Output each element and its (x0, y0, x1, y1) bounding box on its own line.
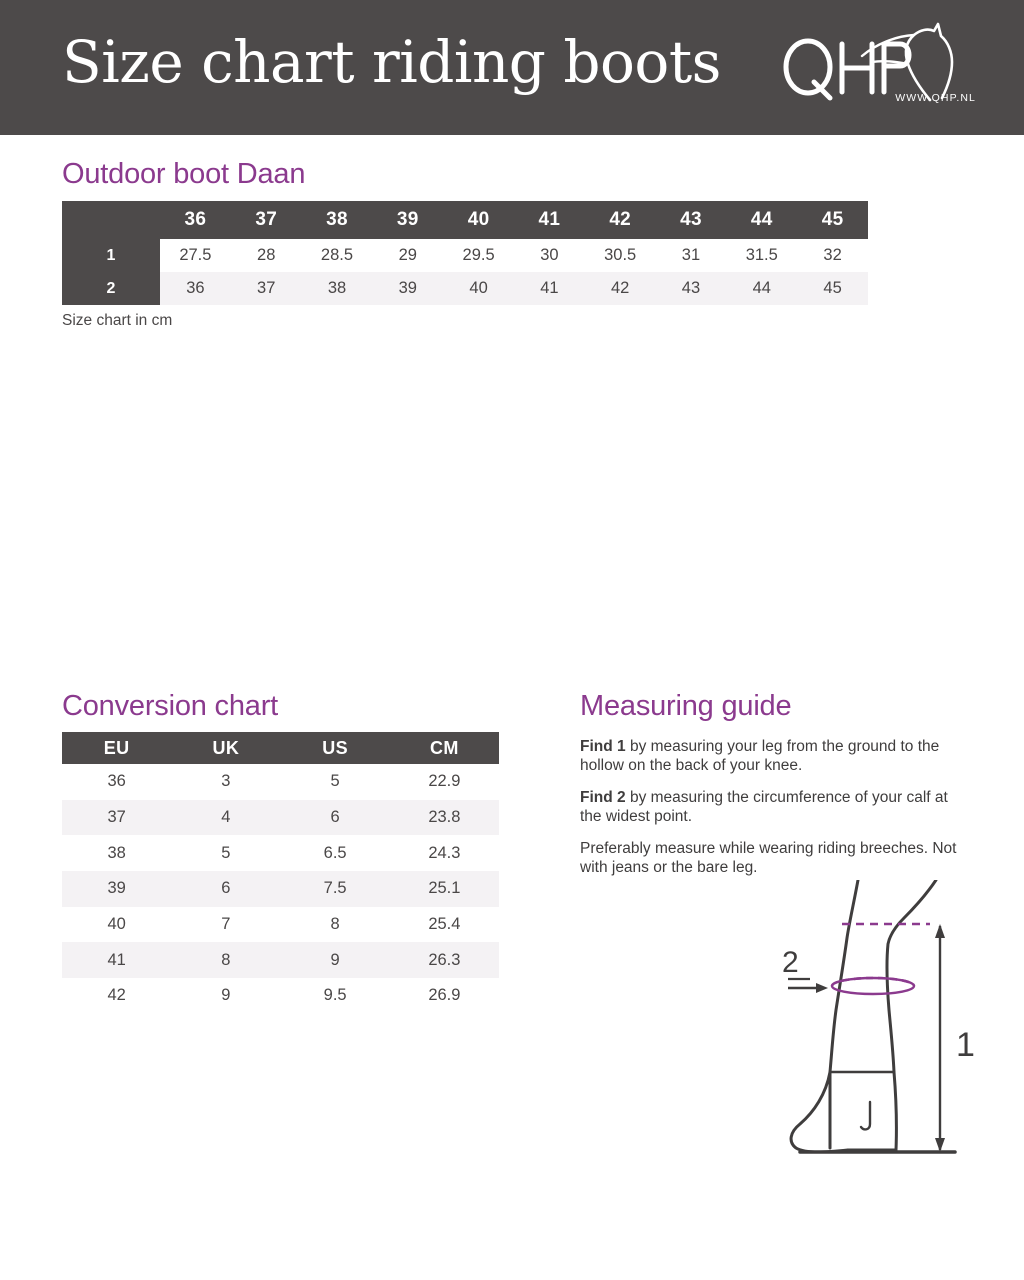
size-value-cell: 27.5 (160, 239, 231, 272)
section-heading-measuring: Measuring guide (580, 690, 792, 722)
conversion-cell-us: 9.5 (281, 978, 390, 1014)
conversion-cell-eu: 39 (62, 871, 171, 907)
table-header-row (62, 201, 868, 239)
calf-pointer-arrowhead (816, 983, 828, 993)
size-value-cell: 29.5 (443, 239, 514, 272)
boot-front-outline (791, 880, 858, 1152)
conversion-column-header-uk: UK (171, 732, 280, 764)
conversion-cell-eu: 36 (62, 764, 171, 800)
size-column-header: 42 (585, 201, 656, 239)
conversion-cell-us: 6.5 (281, 835, 390, 871)
conversion-cell-uk: 7 (171, 907, 280, 943)
conversion-cell-us: 5 (281, 764, 390, 800)
size-column-header: 43 (656, 201, 727, 239)
size-value-cell: 37 (231, 272, 302, 305)
conversion-cell-cm: 22.9 (390, 764, 499, 800)
section-heading-conversion: Conversion chart (62, 690, 279, 722)
measuring-instruction-1 (580, 738, 972, 775)
table-row (62, 239, 868, 272)
conversion-cell-us: 9 (281, 942, 390, 978)
size-value-cell: 42 (585, 272, 656, 305)
conversion-cell-uk: 4 (171, 800, 280, 836)
boot-shaft-right (894, 1072, 896, 1150)
conversion-cell-us: 6 (281, 800, 390, 836)
size-value-cell: 43 (656, 272, 727, 305)
boot-measurement-diagram (770, 880, 1000, 1180)
size-value-cell: 29 (372, 239, 443, 272)
conversion-cell-cm: 26.3 (390, 942, 499, 978)
table-row (62, 835, 499, 871)
size-column-header: 40 (443, 201, 514, 239)
measurement-row-label: 2 (62, 272, 160, 305)
size-value-cell: 44 (726, 272, 797, 305)
header-bar (0, 0, 1024, 135)
size-value-cell: 31.5 (726, 239, 797, 272)
conversion-cell-us: 8 (281, 907, 390, 943)
conversion-cell-uk: 9 (171, 978, 280, 1014)
conversion-cell-uk: 6 (171, 871, 280, 907)
table-row (62, 272, 868, 305)
size-value-cell: 39 (372, 272, 443, 305)
conversion-cell-eu: 38 (62, 835, 171, 871)
heel-mark (861, 1102, 870, 1129)
measuring-instruction-2 (580, 789, 972, 826)
table-row (62, 871, 499, 907)
find-2-text: by measuring the circumference of your calf at the widest point. (580, 789, 948, 825)
size-column-header: 44 (726, 201, 797, 239)
conversion-column-header-cm: CM (390, 732, 499, 764)
conversion-cell-uk: 8 (171, 942, 280, 978)
size-value-cell: 38 (302, 272, 373, 305)
table-row (62, 978, 499, 1014)
conversion-cell-cm: 25.1 (390, 871, 499, 907)
diagram-label-2: 2 (782, 946, 799, 979)
size-chart-caption: Size chart in cm (62, 312, 173, 329)
section-heading-outdoor-boot: Outdoor boot Daan (62, 158, 306, 190)
size-chart-table (62, 201, 868, 305)
table-row (62, 800, 499, 836)
size-value-cell: 41 (514, 272, 585, 305)
table-corner-cell (62, 201, 160, 239)
size-column-header: 39 (372, 201, 443, 239)
size-chart-table-wrapper (62, 201, 868, 305)
size-value-cell: 40 (443, 272, 514, 305)
size-column-header: 36 (160, 201, 231, 239)
size-column-header: 45 (797, 201, 868, 239)
size-column-header: 38 (302, 201, 373, 239)
size-column-header: 37 (231, 201, 302, 239)
brand-url: WWW.QHP.NL (895, 92, 976, 104)
size-column-header: 41 (514, 201, 585, 239)
size-value-cell: 28 (231, 239, 302, 272)
size-value-cell: 31 (656, 239, 727, 272)
size-value-cell: 30 (514, 239, 585, 272)
conversion-cell-eu: 37 (62, 800, 171, 836)
conversion-cell-uk: 3 (171, 764, 280, 800)
height-arrowhead-top (935, 924, 945, 938)
conversion-column-header-us: US (281, 732, 390, 764)
table-row (62, 942, 499, 978)
conversion-cell-uk: 5 (171, 835, 280, 871)
size-value-cell: 32 (797, 239, 868, 272)
measurement-row-label: 1 (62, 239, 160, 272)
size-value-cell: 30.5 (585, 239, 656, 272)
diagram-label-1: 1 (956, 1026, 975, 1064)
measuring-guide-text (580, 738, 972, 891)
conversion-cell-eu: 41 (62, 942, 171, 978)
size-value-cell: 28.5 (302, 239, 373, 272)
find-2-label: Find 2 (580, 789, 626, 806)
conversion-cell-cm: 23.8 (390, 800, 499, 836)
find-1-text: by measuring your leg from the ground to the hollow on the back of your knee. (580, 738, 940, 774)
conversion-table-wrapper (62, 732, 499, 1014)
conversion-cell-eu: 40 (62, 907, 171, 943)
table-row (62, 907, 499, 943)
table-row (62, 764, 499, 800)
conversion-cell-cm: 24.3 (390, 835, 499, 871)
size-value-cell: 45 (797, 272, 868, 305)
conversion-table (62, 732, 499, 1014)
boot-back-outline (887, 880, 936, 1072)
table-header-row (62, 732, 499, 764)
height-arrowhead-bottom (935, 1138, 945, 1152)
page-title: Size chart riding boots (62, 28, 721, 96)
conversion-cell-cm: 25.4 (390, 907, 499, 943)
conversion-cell-eu: 42 (62, 978, 171, 1014)
measuring-note: Preferably measure while wearing riding breeches. Not with jeans or the bare leg. (580, 840, 957, 876)
conversion-cell-us: 7.5 (281, 871, 390, 907)
conversion-cell-cm: 26.9 (390, 978, 499, 1014)
size-value-cell: 36 (160, 272, 231, 305)
conversion-column-header-eu: EU (62, 732, 171, 764)
find-1-label: Find 1 (580, 738, 626, 755)
